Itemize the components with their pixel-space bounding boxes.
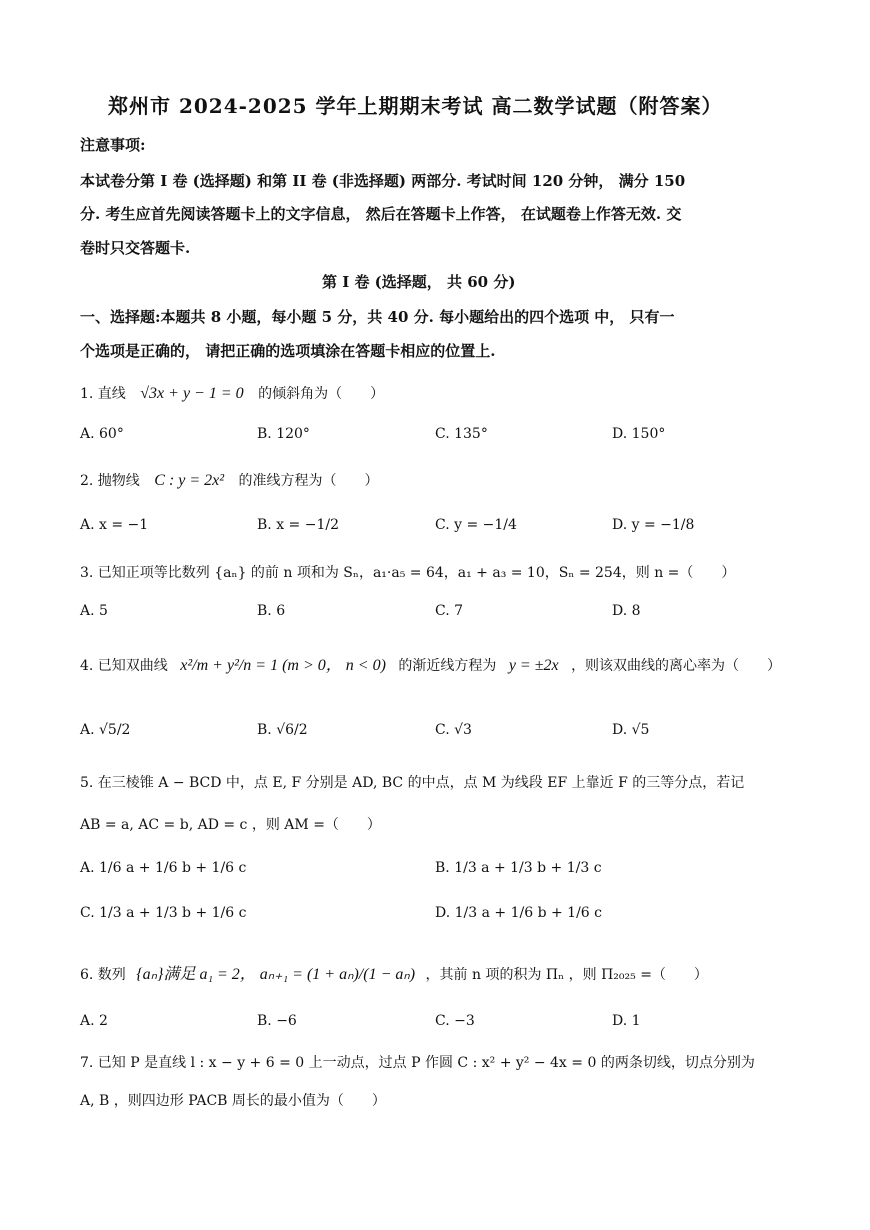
page-title: 郑州市 2024-2025 学年上期期末考试 高二数学试题（附答案） [108, 94, 723, 118]
q1-option-b: B. 120° [257, 426, 310, 442]
section-intro-1: 一、选择题:本题共 8 小题，每小题 5 分，共 40 分. 每小题给出的四个选项 中， 只有一 [80, 308, 675, 326]
q6-option-a: A. 2 [80, 1013, 108, 1029]
q4-option-d: D. √5 [612, 722, 650, 738]
q1-stem-a: 1. 直线 [80, 386, 126, 402]
q4-option-b: B. √6/2 [257, 722, 308, 738]
q2-option-d: D. y = −1/8 [612, 517, 695, 533]
q1-option-d: D. 150° [612, 426, 666, 442]
section-intro-2: 个选项是正确的， 请把正确的选项填涂在答题卡相应的位置上. [80, 342, 496, 360]
q6-expression: {aₙ}满足 a₁ = 2， aₙ₊₁ = (1 + aₙ)/(1 − aₙ) [136, 966, 416, 983]
question-7-line-2: A, B ，则四边形 PACB 周长的最小值为（ ） [80, 1093, 386, 1109]
q1-option-c: C. 135° [435, 426, 488, 442]
q3-option-c: C. 7 [435, 603, 464, 619]
q4-expression-2: y = ±2x [508, 657, 559, 674]
question-4 [80, 652, 781, 675]
q4-option-a: A. √5/2 [80, 722, 131, 738]
q2-stem-b: 的准线方程为（ ） [238, 473, 379, 489]
q6-stem-a: 6. 数列 [80, 967, 126, 983]
q4-stem-a: 4. 已知双曲线 [80, 658, 168, 674]
question-5-line-2: AB = a, AC = b, AD = c ，则 AM =（ ） [80, 817, 381, 833]
q4-stem-b: 的渐近线方程为 [398, 658, 497, 674]
q2-option-c: C. y = −1/4 [435, 517, 517, 533]
question-3: 3. 已知正项等比数列 {aₙ} 的前 n 项和为 Sₙ，a₁·a₅ = 64，a₁ + a₃ = 10，Sₙ = 254，则 n =（ ） [80, 565, 736, 581]
question-2 [80, 470, 379, 490]
q2-option-b: B. x = −1/2 [257, 517, 339, 533]
q3-option-a: A. 5 [80, 603, 108, 619]
notes-heading: 注意事项: [80, 136, 146, 154]
q1-stem-b: 的倾斜角为（ ） [258, 386, 385, 402]
q2-option-a: A. x = −1 [80, 517, 149, 533]
notes-line-2: 分. 考生应首先阅读答题卡上的文字信息， 然后在答题卡上作答， 在试题卷上作答无效. 交 [80, 205, 682, 223]
question-7-line-1: 7. 已知 P 是直线 l : x − y + 6 = 0 上一动点，过点 P 作圆 C : x² + y² − 4x = 0 的两条切线，切点分别为 [80, 1055, 755, 1071]
q5-option-b: B. 1/3 a + 1/3 b + 1/3 c [435, 860, 602, 876]
q3-option-b: B. 6 [257, 603, 286, 619]
question-5-line-1: 5. 在三棱锥 A − BCD 中，点 E, F 分别是 AD, BC 的中点，点 M 为线段 EF 上靠近 F 的三等分点，若记 [80, 775, 745, 791]
q5-option-a: A. 1/6 a + 1/6 b + 1/6 c [80, 860, 247, 876]
q3-option-d: D. 8 [612, 603, 641, 619]
q1-expression: √3x + y − 1 = 0 [140, 385, 244, 402]
section-title: 第 I 卷 (选择题， 共 60 分) [322, 273, 516, 291]
q6-option-d: D. 1 [612, 1013, 641, 1029]
q1-option-a: A. 60° [80, 426, 124, 442]
q4-stem-c: ，则该双曲线的离心率为（ ） [571, 658, 782, 674]
q6-option-b: B. −6 [257, 1013, 297, 1029]
q4-option-c: C. √3 [435, 722, 472, 738]
q2-stem-a: 2. 抛物线 [80, 473, 140, 489]
notes-line-1: 本试卷分第 I 卷 (选择题) 和第 II 卷 (非选择题) 两部分. 考试时间 120 分钟， 满分 150 [80, 172, 686, 190]
q5-option-d: D. 1/3 a + 1/6 b + 1/6 c [435, 905, 602, 921]
notes-line-3: 卷时只交答题卡. [80, 239, 191, 257]
q6-option-c: C. −3 [435, 1013, 475, 1029]
q2-expression: C : y = 2x² [154, 472, 225, 489]
q4-expression: x²/m + y²/n = 1 (m > 0， n < 0) [180, 657, 386, 674]
q6-stem-b: ，其前 n 项的积为 Πₙ ，则 Π₂₀₂₅ =（ ） [425, 967, 708, 983]
q5-option-c: C. 1/3 a + 1/3 b + 1/6 c [80, 905, 247, 921]
question-6 [80, 961, 708, 984]
question-1 [80, 383, 384, 403]
